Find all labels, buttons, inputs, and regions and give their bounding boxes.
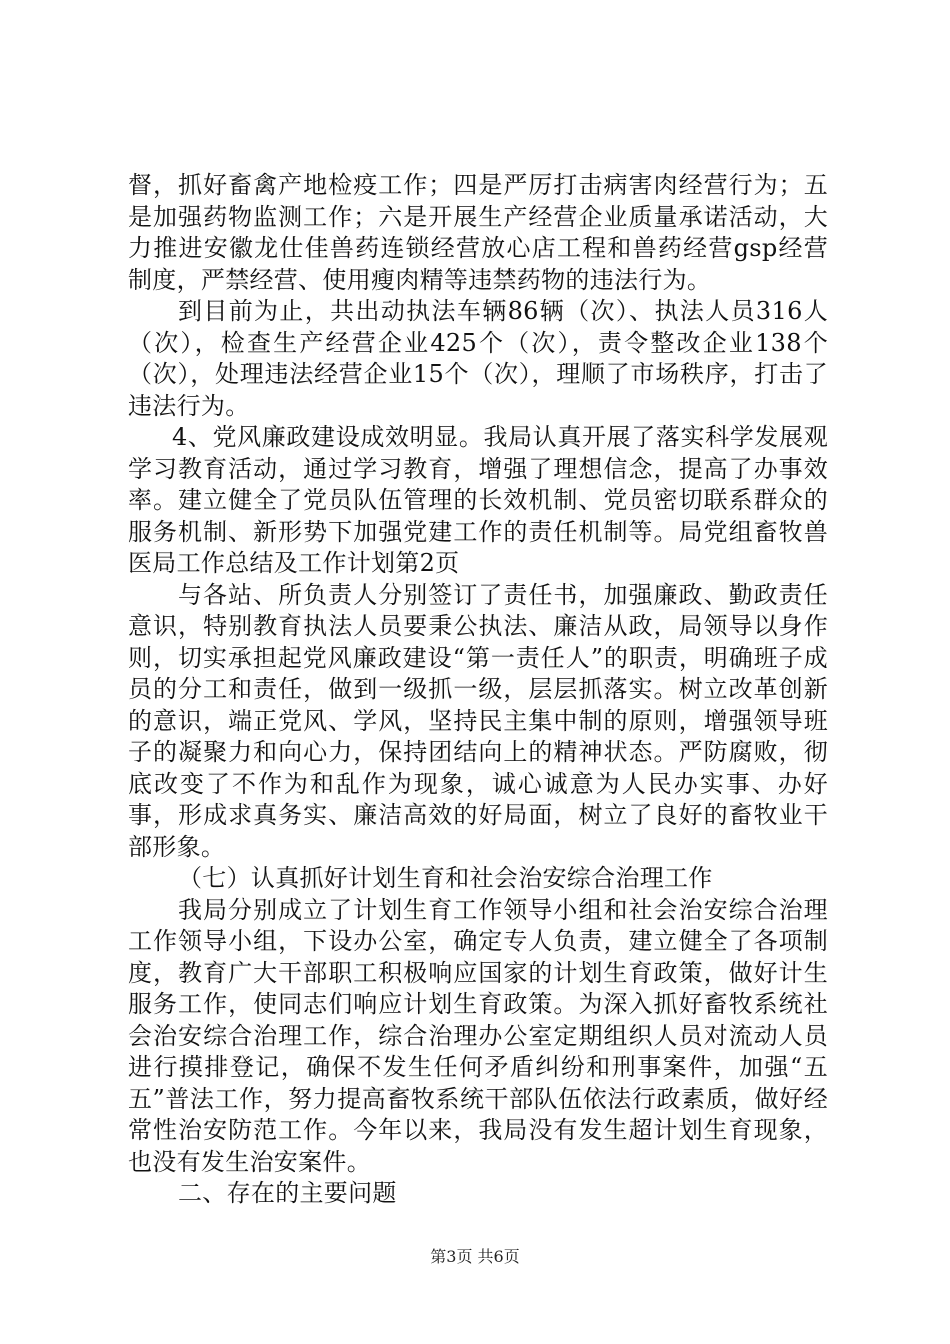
paragraph-responsibility: 与各站、所负责人分别签订了责任书，加强廉政、勤政责任意识，特别教育执法人员要秉公执法、廉洁从政，局领导以身作则，切实承担起党风廉政建设“第一责任人”的职责，明确班子成员的分工和责任，做到一级抓一级，层层抓落实。树立改革创新的意识，端正党风、学风，坚持民主集中制的原则，增强领导班子的凝聚力和向心力，保持团结向上的精神状态。严防腐败，彻底改变了不作为和乱作为现象，诚心诚意为人民办实事、办好事，形成求真务实、廉洁高效的好局面，树立了良好的畜牧业干部形象。 xyxy=(128,580,828,861)
page-footer: 第3页 共6页 xyxy=(430,1247,520,1266)
section-heading-problems: 二、存在的主要问题 xyxy=(178,1179,397,1207)
paragraph-party-conduct: 4、党风廉政建设成效明显。我局认真开展了落实科学发展观学习教育活动，通过学习教育，增强了理想信念，提高了办事效率。建立健全了党员队伍管理的长效机制、党员密切联系群众的服务机制、新形势下加强党建工作的责任机制等。局党组畜牧兽医局工作总结及工作计划第2页 xyxy=(128,423,828,577)
paragraph-family-planning: 我局分别成立了计划生育工作领导小组和社会治安综合治理工作领导小组，下设办公室，确定专人负责，建立健全了各项制度，教育广大干部职工积极响应国家的计划生育政策，做好计生服务工作，使同志们响应计划生育政策。为深入抓好畜牧系统社会治安综合治理工作，综合治理办公室定期组织人员对流动人员进行摸排登记，确保不发生任何矛盾纠纷和刑事案件，加强“五五”普法工作，努力提高畜牧系统干部队伍依法行政素质，做好经常性治安防范工作。今年以来，我局没有发生超计划生育现象，也没有发生治安案件。 xyxy=(128,895,828,1176)
paragraph-enforcement-stats: 到目前为止，共出动执法车辆86辆（次）、执法人员316人（次），检查生产经营企业425个（次），责令整改企业138个（次），处理违法经营企业15个（次），理顺了市场秩序，打击了违法行为。 xyxy=(128,297,828,420)
section-heading-family-planning: （七）认真抓好计划生育和社会治安综合治理工作 xyxy=(178,864,713,892)
document-body xyxy=(128,170,828,1210)
paragraph-continuation: 督，抓好畜禽产地检疫工作；四是严厉打击病害肉经营行为；五是加强药物监测工作；六是开展生产经营企业质量承诺活动，大力推进安徽龙仕佳兽药连锁经营放心店工程和兽药经营gsp经营制度，严禁经营、使用瘦肉精等违禁药物的违法行为。 xyxy=(128,171,828,294)
